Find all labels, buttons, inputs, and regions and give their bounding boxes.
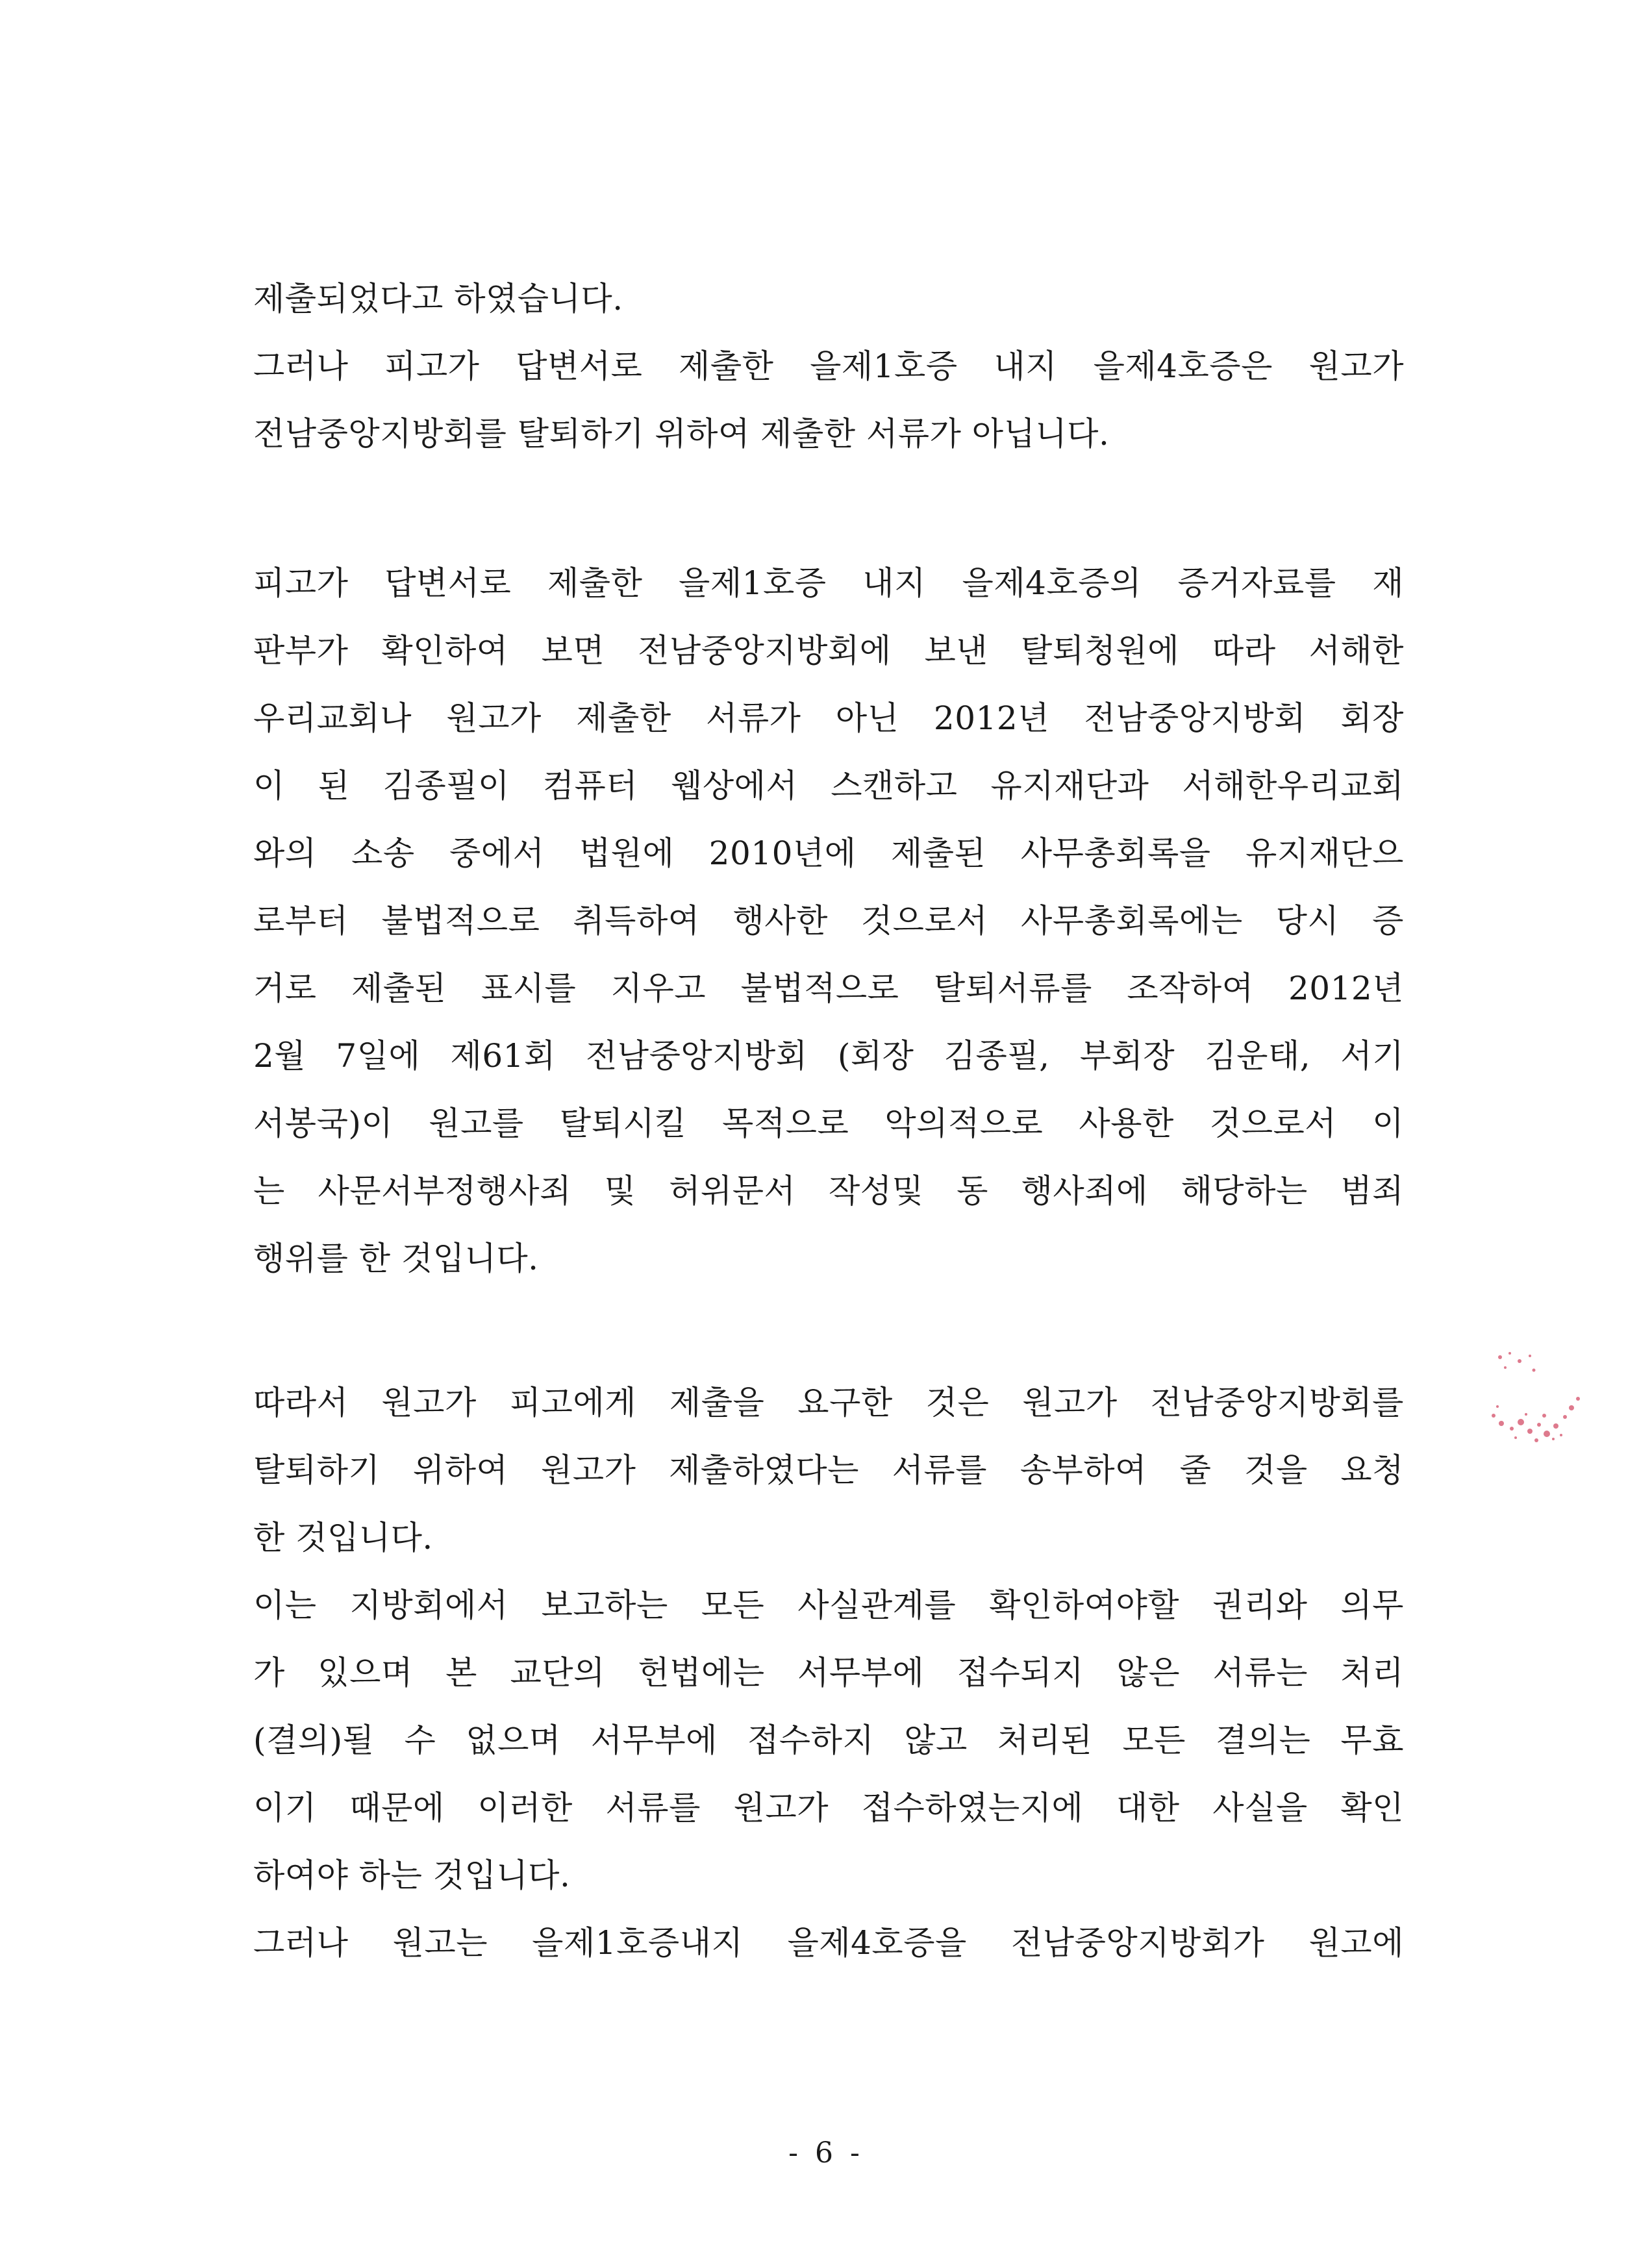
text-line: 서봉국)이 원고를 탈퇴시킬 목적으로 악의적으로 사용한 것으로서 이 [253, 1105, 1404, 1142]
text-line: 피고가 답변서로 제출한 을제1호증 내지 을제4호증의 증거자료를 재 [253, 564, 1404, 602]
seal-stamp-icon [1474, 1344, 1604, 1474]
text-line: 가 있으며 본 교단의 헌법에는 서무부에 접수되지 않은 서류는 처리 [253, 1654, 1404, 1692]
text-line: 탈퇴하기 위하여 원고가 제출하였다는 서류를 송부하여 줄 것을 요청 [253, 1451, 1404, 1489]
text-line: 거로 제출된 표시를 지우고 불법적으로 탈퇴서류를 조작하여 2012년 [253, 970, 1404, 1007]
text-line: 이 된 김종필이 컴퓨터 웹상에서 스캔하고 유지재단과 서해한우리교회 [253, 767, 1404, 805]
text-line: 우리교회나 원고가 제출한 서류가 아닌 2012년 전남중앙지방회 회장 [253, 699, 1404, 737]
text-line: 그러나 원고는 을제1호증내지 을제4호증을 전남중앙지방회가 원고에 [253, 1924, 1404, 1962]
text-line: 제출되었다고 하였습니다. [253, 280, 623, 318]
text-line: (결의)될 수 없으며 서무부에 접수하지 않고 처리된 모든 결의는 무효 [253, 1721, 1404, 1759]
text-line: 는 사문서부정행사죄 및 허위문서 작성및 동 행사죄에 해당하는 범죄 [253, 1172, 1404, 1210]
text-line: 판부가 확인하여 보면 전남중앙지방회에 보낸 탈퇴청원에 따라 서해한 [253, 632, 1404, 669]
text-line: 로부터 불법적으로 취득하여 행사한 것으로서 사무총회록에는 당시 증 [253, 902, 1404, 940]
text-line: 2월 7일에 제61회 전남중앙지방회 (회장 김종필, 부회장 김운태, 서기 [253, 1037, 1404, 1075]
page-number: - 6 - [788, 2136, 864, 2170]
text-line: 행위를 한 것입니다. [253, 1240, 539, 1277]
text-line: 이기 때문에 이러한 서류를 원고가 접수하였는지에 대한 사실을 확인 [253, 1789, 1404, 1827]
text-line: 그러나 피고가 답변서로 제출한 을제1호증 내지 을제4호증은 원고가 [253, 347, 1404, 385]
text-line: 하여야 하는 것입니다. [253, 1857, 571, 1894]
text-line: 전남중앙지방회를 탈퇴하기 위하여 제출한 서류가 아닙니다. [253, 415, 1110, 453]
text-line: 와의 소송 중에서 법원에 2010년에 제출된 사무총회록을 유지재단으 [253, 834, 1404, 872]
text-line: 이는 지방회에서 보고하는 모든 사실관계를 확인하여야할 권리와 의무 [253, 1586, 1404, 1624]
text-line: 따라서 원고가 피고에게 제출을 요구한 것은 원고가 전남중앙지방회를 [253, 1384, 1404, 1421]
text-line: 한 것입니다. [253, 1519, 433, 1557]
